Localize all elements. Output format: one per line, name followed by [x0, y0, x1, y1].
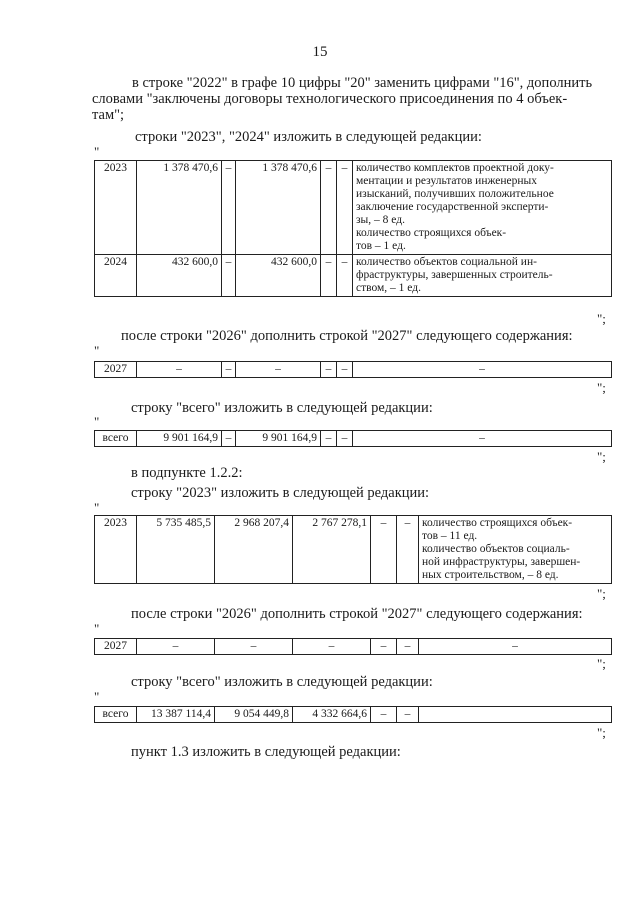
- table-row: 2027 – – – – – –: [95, 362, 612, 378]
- paragraph-total: строку "всего" изложить в следующей редакции:: [131, 400, 433, 416]
- table-row: всего 13 387 114,4 9 054 449,8 4 332 664,6 – –: [95, 707, 612, 723]
- paragraph-add-2027-b: после строки "2026" дополнить строкой "2027" следующего содержания:: [131, 606, 583, 622]
- open-quote: ": [94, 343, 100, 358]
- close-quote: ";: [597, 449, 606, 464]
- close-quote: ";: [597, 725, 606, 740]
- page-number: 15: [312, 44, 328, 60]
- table-rows-2023-2024: [94, 160, 612, 297]
- indicator-cell: количество комплектов проектной доку- ментации и результатов инженерных изысканий, получивших положительное заключение государственной эксперти- зы, – 8 ед. количество строящихся объек- тов – 1 ед.: [353, 161, 612, 255]
- table-row-total: [94, 430, 612, 447]
- paragraph-rows-2023-2024: строки "2023", "2024" изложить в следующей редакции:: [135, 129, 482, 145]
- close-quote: ";: [597, 656, 606, 671]
- open-quote: ": [94, 414, 100, 429]
- paragraph-subitem: в подпункте 1.2.2:: [131, 465, 243, 481]
- table-row-2023-b: [94, 515, 612, 584]
- table-row: 2027 – – – – – –: [95, 639, 612, 655]
- paragraph-add-2027: после строки "2026" дополнить строкой "2027" следующего содержания:: [121, 328, 573, 344]
- open-quote: ": [94, 689, 100, 704]
- table-row-2027-b: [94, 638, 612, 655]
- table-row-total-b: [94, 706, 612, 723]
- close-quote: ";: [597, 380, 606, 395]
- table-row: всего 9 901 164,9 – 9 901 164,9 – – –: [95, 431, 612, 447]
- open-quote: ": [94, 621, 100, 636]
- p1-line1: в строке "2022" в графе 10 цифры "20" заменить цифрами "16", дополнить: [132, 75, 593, 91]
- table-row: 2023 1 378 470,6 – 1 378 470,6 – – количество комплектов проектной доку- ментации и результатов инженерных изысканий, получивших положительное заключение государственной эксперти- зы, – 8 ед. количество строящихся объек- тов – 1 ед.: [95, 161, 612, 255]
- table-row: 2024 432 600,0 – 432 600,0 – – количество объектов социальной ин- фраструктуры, завершенных строитель- ством, – 1 ед.: [95, 255, 612, 297]
- table-row: 2023 5 735 485,5 2 968 207,4 2 767 278,1 – – количество строящихся объек- тов – 11 ед. количество объектов социаль- ной инфраструктуры, завершен- ных строительством, – 8 ед.: [95, 516, 612, 584]
- open-quote: ": [94, 500, 100, 515]
- indicator-cell: количество объектов социальной ин- фраструктуры, завершенных строитель- ством, – 1 ед.: [353, 255, 612, 297]
- paragraph-row-2023: строку "2023" изложить в следующей редакции:: [131, 485, 430, 501]
- p1-line2: словами "заключены договоры технологического присоединения по 4 объек-: [92, 91, 568, 107]
- indicator-cell: количество строящихся объек- тов – 11 ед. количество объектов социаль- ной инфраструктуры, завершен- ных строительством, – 8 ед.: [419, 516, 612, 584]
- table-row-2027: [94, 361, 612, 378]
- paragraph-total-b: строку "всего" изложить в следующей редакции:: [131, 674, 433, 690]
- close-quote: ";: [597, 311, 606, 326]
- close-quote: ";: [597, 586, 606, 601]
- paragraph-replace-2022: [92, 75, 612, 123]
- p1-line3: там";: [92, 107, 125, 123]
- open-quote: ": [94, 144, 100, 159]
- paragraph-item-1-3: пункт 1.3 изложить в следующей редакции:: [131, 744, 401, 760]
